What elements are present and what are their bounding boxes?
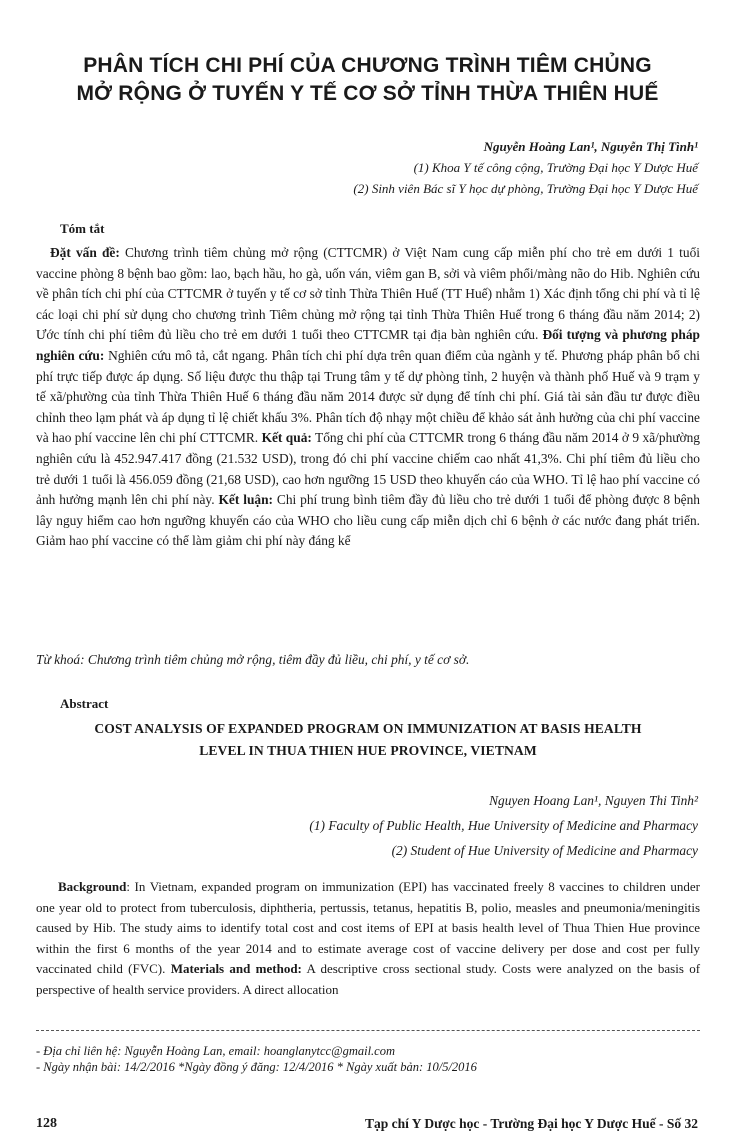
title-en-line-1: COST ANALYSIS OF EXPANDED PROGRAM ON IMMUNIZATION AT BASIS HEALTH (94, 721, 642, 736)
summary-heading: Tóm tắt (60, 221, 105, 236)
journal-footer: Tạp chí Y Dược học - Trường Đại học Y Dược Huế - Số 32 (365, 1116, 698, 1131)
article-title-en (36, 718, 700, 762)
abstract-background-text: : In Vietnam, expanded program on immunization (EPI) has vaccinated freely 8 vaccines to children under one year old to protect from tuberculosis, diphtheria, pertussis, tetanus, hepatitis B, polio, measles and pneumonia/meningitis caused by Hib. The study aims to identify total cost and cost items of EPI at basis health level of Thua Thien Hue province within the first 6 months of the year 2014 and to estimate average cost of vaccine delivery per dose and cost per fully vaccinated child (FVC). (36, 879, 700, 976)
keywords-vn: Từ khoá: Chương trình tiêm chủng mở rộng, tiêm đầy đủ liều, chi phí, y tế cơ sở. (36, 652, 470, 667)
title-line-2: MỞ RỘNG Ở TUYẾN Y TẾ CƠ SỞ TỈNH THỪA THIÊN HUẾ (76, 82, 659, 105)
abstract-method-label: Materials and method: (170, 961, 302, 976)
affiliation-2-en: (2) Student of Hue University of Medicine and Pharmacy (391, 843, 698, 858)
abstract-method-text: A descriptive cross sectional study. Costs were analyzed on the basis of perspective of health service providers. A direct allocation (36, 961, 701, 997)
summary-background-label: Đặt vấn đề: (50, 245, 120, 260)
summary-body (36, 243, 700, 552)
summary-method-label: Đối tượng và phương pháp nghiên cứu: (36, 327, 700, 363)
footnote-contact: - Địa chỉ liên hệ: Nguyễn Hoàng Lan, email: hoanglanytcc@gmail.com (36, 1044, 395, 1058)
summary-conclusion-label: Kết luận: (218, 492, 273, 508)
page-number: 128 (36, 1116, 57, 1131)
abstract-body (36, 877, 700, 1000)
summary-result-label: Kết quả: (261, 430, 312, 446)
article-title-vn (40, 52, 695, 108)
footnote-divider (36, 1030, 700, 1031)
authors-block-en (309, 788, 698, 863)
author-names-en: Nguyen Hoang Lan¹, Nguyen Thi Tinh² (489, 793, 698, 808)
affiliation-1-vn: (1) Khoa Y tế công cộng, Trường Đại học Y Dược Huế (413, 160, 698, 175)
authors-block-vn (353, 136, 698, 199)
abstract-background-label: Background (58, 879, 127, 894)
summary-method-text: Nghiên cứu mô tả, cắt ngang. Phân tích chi phí dựa trên quan điểm của ngành y tế. Phương pháp phân bổ chi phí trực tiếp được áp dụng. Số liệu được thu thập tại Trung tâm y tế dự phòng tỉnh, 2 huyện và thành phố Huế và 9 trạm y tế xã/phường của tỉnh Thừa Thiên Huế 6 tháng đầu năm 2014 được sử dụng để tính chi phí. Giá tài sản đầu tư được điều chỉnh theo lạm phát và áp dụng tỉ lệ chiết khấu 3%. Phân tích độ nhạy một chiều để khảo sát ảnh hưởng của chi phí vaccine và hao phí vaccine lên chi phí CTTCMR. (36, 347, 700, 446)
summary-result-text: Tổng chi phí của CTTCMR trong 6 tháng đầu năm 2014 ở 9 xã/phường nghiên cứu là 452.947.417 đồng (21.532 USD), trong đó chi phí vaccine chiếm cao nhất 41,3%. Chi phí tiêm đủ liều cho trẻ dưới 1 tuổi là 456.059 đồng (21,68 USD), cao hơn ngưỡng 15 USD theo khuyến cáo của WHO. Tỉ lệ hao phí vaccine có ảnh hưởng mạnh lên chi phí này. (36, 430, 700, 508)
footnotes (36, 1043, 700, 1075)
author-names-vn: Nguyễn Hoàng Lan¹, Nguyễn Thị Tình¹ (483, 139, 698, 154)
affiliation-1-en: (1) Faculty of Public Health, Hue University of Medicine and Pharmacy (309, 818, 698, 833)
summary-conclusion-text: Chi phí trung bình tiêm đầy đủ liều cho trẻ dưới 1 tuổi để phòng được 8 bệnh lây nguy hiểm cao hơn ngưỡng khuyến cáo của WHO cho liều cung cấp miễn dịch chỉ 6 bệnh ở các nước đang phát triển. Giảm hao phí vaccine có thể làm giảm chi phí này đáng kể (36, 492, 700, 549)
abstract-heading: Abstract (60, 696, 109, 711)
title-en-line-2: LEVEL IN THUA THIEN HUE PROVINCE, VIETNAM (199, 743, 537, 758)
title-line-1: PHÂN TÍCH CHI PHÍ CỦA CHƯƠNG TRÌNH TIÊM CHỦNG (83, 54, 652, 77)
affiliation-2-vn: (2) Sinh viên Bác sĩ Y học dự phòng, Trường Đại học Y Dược Huế (353, 181, 698, 196)
summary-background-text: Chương trình tiêm chủng mở rộng (CTTCMR) ở Việt Nam cung cấp miễn phí cho trẻ em dưới 1 tuổi vaccine phòng 8 bệnh bao gồm: lao, bạch hầu, ho gà, uốn ván, viêm gan B, sởi và viêm phổi/màng não do Hib. Nghiên cứu về phân tích chi phí của CTTCMR ở tuyến y tế cơ sở tỉnh Thừa Thiên Huế (TT Huế) nhằm 1) Xác định tổng chi phí và tỉ lệ các loại chi phí sử dụng cho chương trình Tiêm chủng mở rộng tại tỉnh Thừa Thiên Huế trong 6 tháng đầu năm 2014; 2) Ước tính chi phí tiêm đủ liều cho trẻ em dưới 1 tuổi theo CTTCMR tại địa bàn nghiên cứu. (36, 245, 700, 343)
footnote-dates: - Ngày nhận bài: 14/2/2016 *Ngày đồng ý đăng: 12/4/2016 * Ngày xuất bản: 10/5/2016 (36, 1060, 477, 1074)
